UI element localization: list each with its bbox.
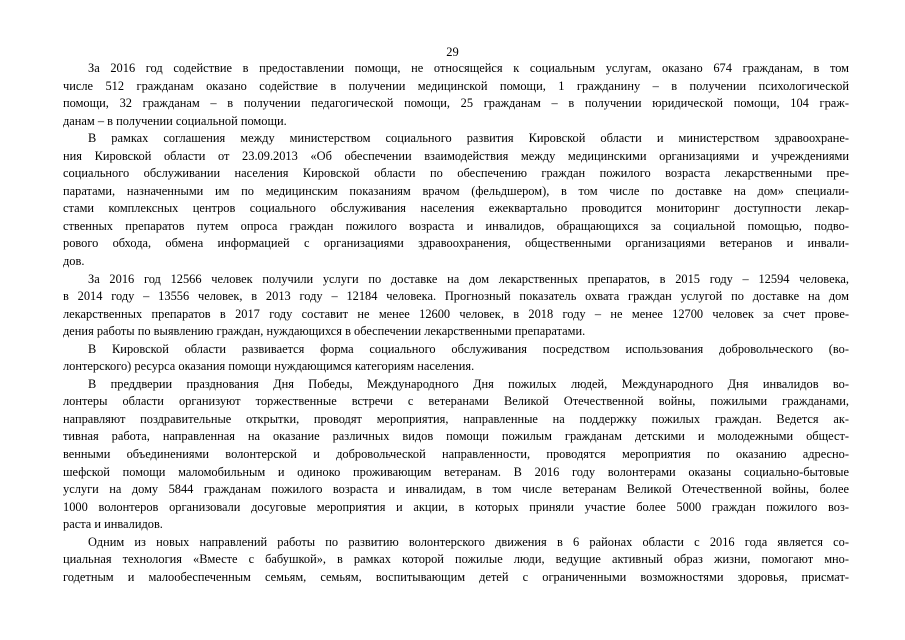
text-line: данам – в получении социальной помощи. <box>63 113 287 128</box>
text-line: шефской помощи маломобильным и одиноко проживающим ветеранам. В 2016 году волонтерами оказаны социально-бытовые <box>63 464 849 479</box>
text-line: в 2014 году – 13556 человек, в 2013 году – 12184 человека. Прогнозный показатель охвата граждан услугой по доставке на дом <box>63 289 849 304</box>
document-body <box>63 60 849 586</box>
text-line: циальная технология «Вместе с бабушкой», в рамках которой пожилые люди, ведущие активный образ жизни, помогают мно- <box>63 552 849 567</box>
text-line: дения работы по выявлению граждан, нуждающихся в обеспечении лекарственными препаратами. <box>63 324 586 339</box>
text-line: стами комплексных центров социального обслуживания населения ежеквартально проводится мониторинг доступности лекар- <box>63 201 849 216</box>
text-line: лонтеры области организуют торжественные встречи с ветеранами Великой Отечественной войны, пожилыми гражданами, <box>63 394 849 409</box>
text-line: дов. <box>63 254 85 269</box>
text-line: ния Кировской области от 23.09.2013 «Об обеспечении взаимодействия между медицинскими организациями и учреждениями <box>63 148 849 163</box>
text-line: Одним из новых направлений работы по развитию волонтерского движения в 6 районах области с 2016 года является со- <box>88 534 849 549</box>
text-line: годетным и малообеспеченным семьям, семьям, воспитывающим детей с ограниченными возможностями здоровья, присмат- <box>63 569 849 584</box>
text-line: За 2016 год содействие в предоставлении помощи, не относящейся к социальным услугам, оказано 674 гражданам, в том <box>88 61 849 75</box>
text-line: социального обслуживании населения Кировской области по обеспечению граждан пожилого возраста лекарственными пре- <box>63 166 849 181</box>
text-line: лонтерского) ресурса оказания помощи нуждающимся категориям населения. <box>63 359 475 374</box>
text-line: услуги на дому 5844 гражданам пожилого возраста и инвалидам, в том числе ветеранам Великой Отечественной войны, более <box>63 482 849 497</box>
text-line: тивная работа, направленная на оказание различных видов помощи пожилым гражданам детскими и молодежными общест- <box>63 429 849 444</box>
text-line: венными объединениями волонтерской и добровольческой направленности, проводятся мероприятия по оказанию адресно- <box>63 447 849 462</box>
text-line: направляют поздравительные открытки, проводят мероприятия, направленные на поддержку пожилых граждан. Ведется ак- <box>63 411 849 426</box>
text-line: рового обхода, обмена информацией с организациями здравоохранения, общественными организациями ветеранов и инвали- <box>63 236 849 251</box>
text-line: числе 512 гражданам оказано содействие в получении медицинской помощи, 1 гражданину – в получении психологической <box>63 78 849 93</box>
text-line: В Кировской области развивается форма социального обслуживания посредством использования добровольческого (во- <box>88 341 849 356</box>
text-line: В рамках соглашения между министерством социального развития Кировской области и министерством здравоохране- <box>88 131 849 146</box>
text-line: помощи, 32 гражданам – в получении педагогической помощи, 25 гражданам – в получении юридической помощи, 104 граж- <box>63 96 849 111</box>
page-number: 29 <box>446 45 459 59</box>
text-line: раста и инвалидов. <box>63 517 163 532</box>
text-line: В преддверии празднования Дня Победы, Международного Дня пожилых людей, Международного Дня инвалидов во- <box>88 376 849 391</box>
text-line: паратами, назначенными им по медицинским показаниям врачом (фельдшером), в том числе по доставке на дом» специали- <box>63 183 849 198</box>
text-line: За 2016 год 12566 человек получили услуги по доставке на дом лекарственных препаратов, в 2015 году – 12594 человека, <box>88 271 849 286</box>
text-line: 1000 волонтеров организовали досуговые мероприятия и акции, в которых приняли участие более 5000 граждан пожилого воз- <box>63 499 849 514</box>
text-line: лекарственных препаратов в 2017 году составит не менее 12600 человек, в 2018 году – не менее 12700 человек за счет прове- <box>63 306 849 321</box>
text-line: ственных препаратов путем опроса граждан пожилого возраста и инвалидов, обращающихся за социальной помощью, подво- <box>63 218 849 233</box>
